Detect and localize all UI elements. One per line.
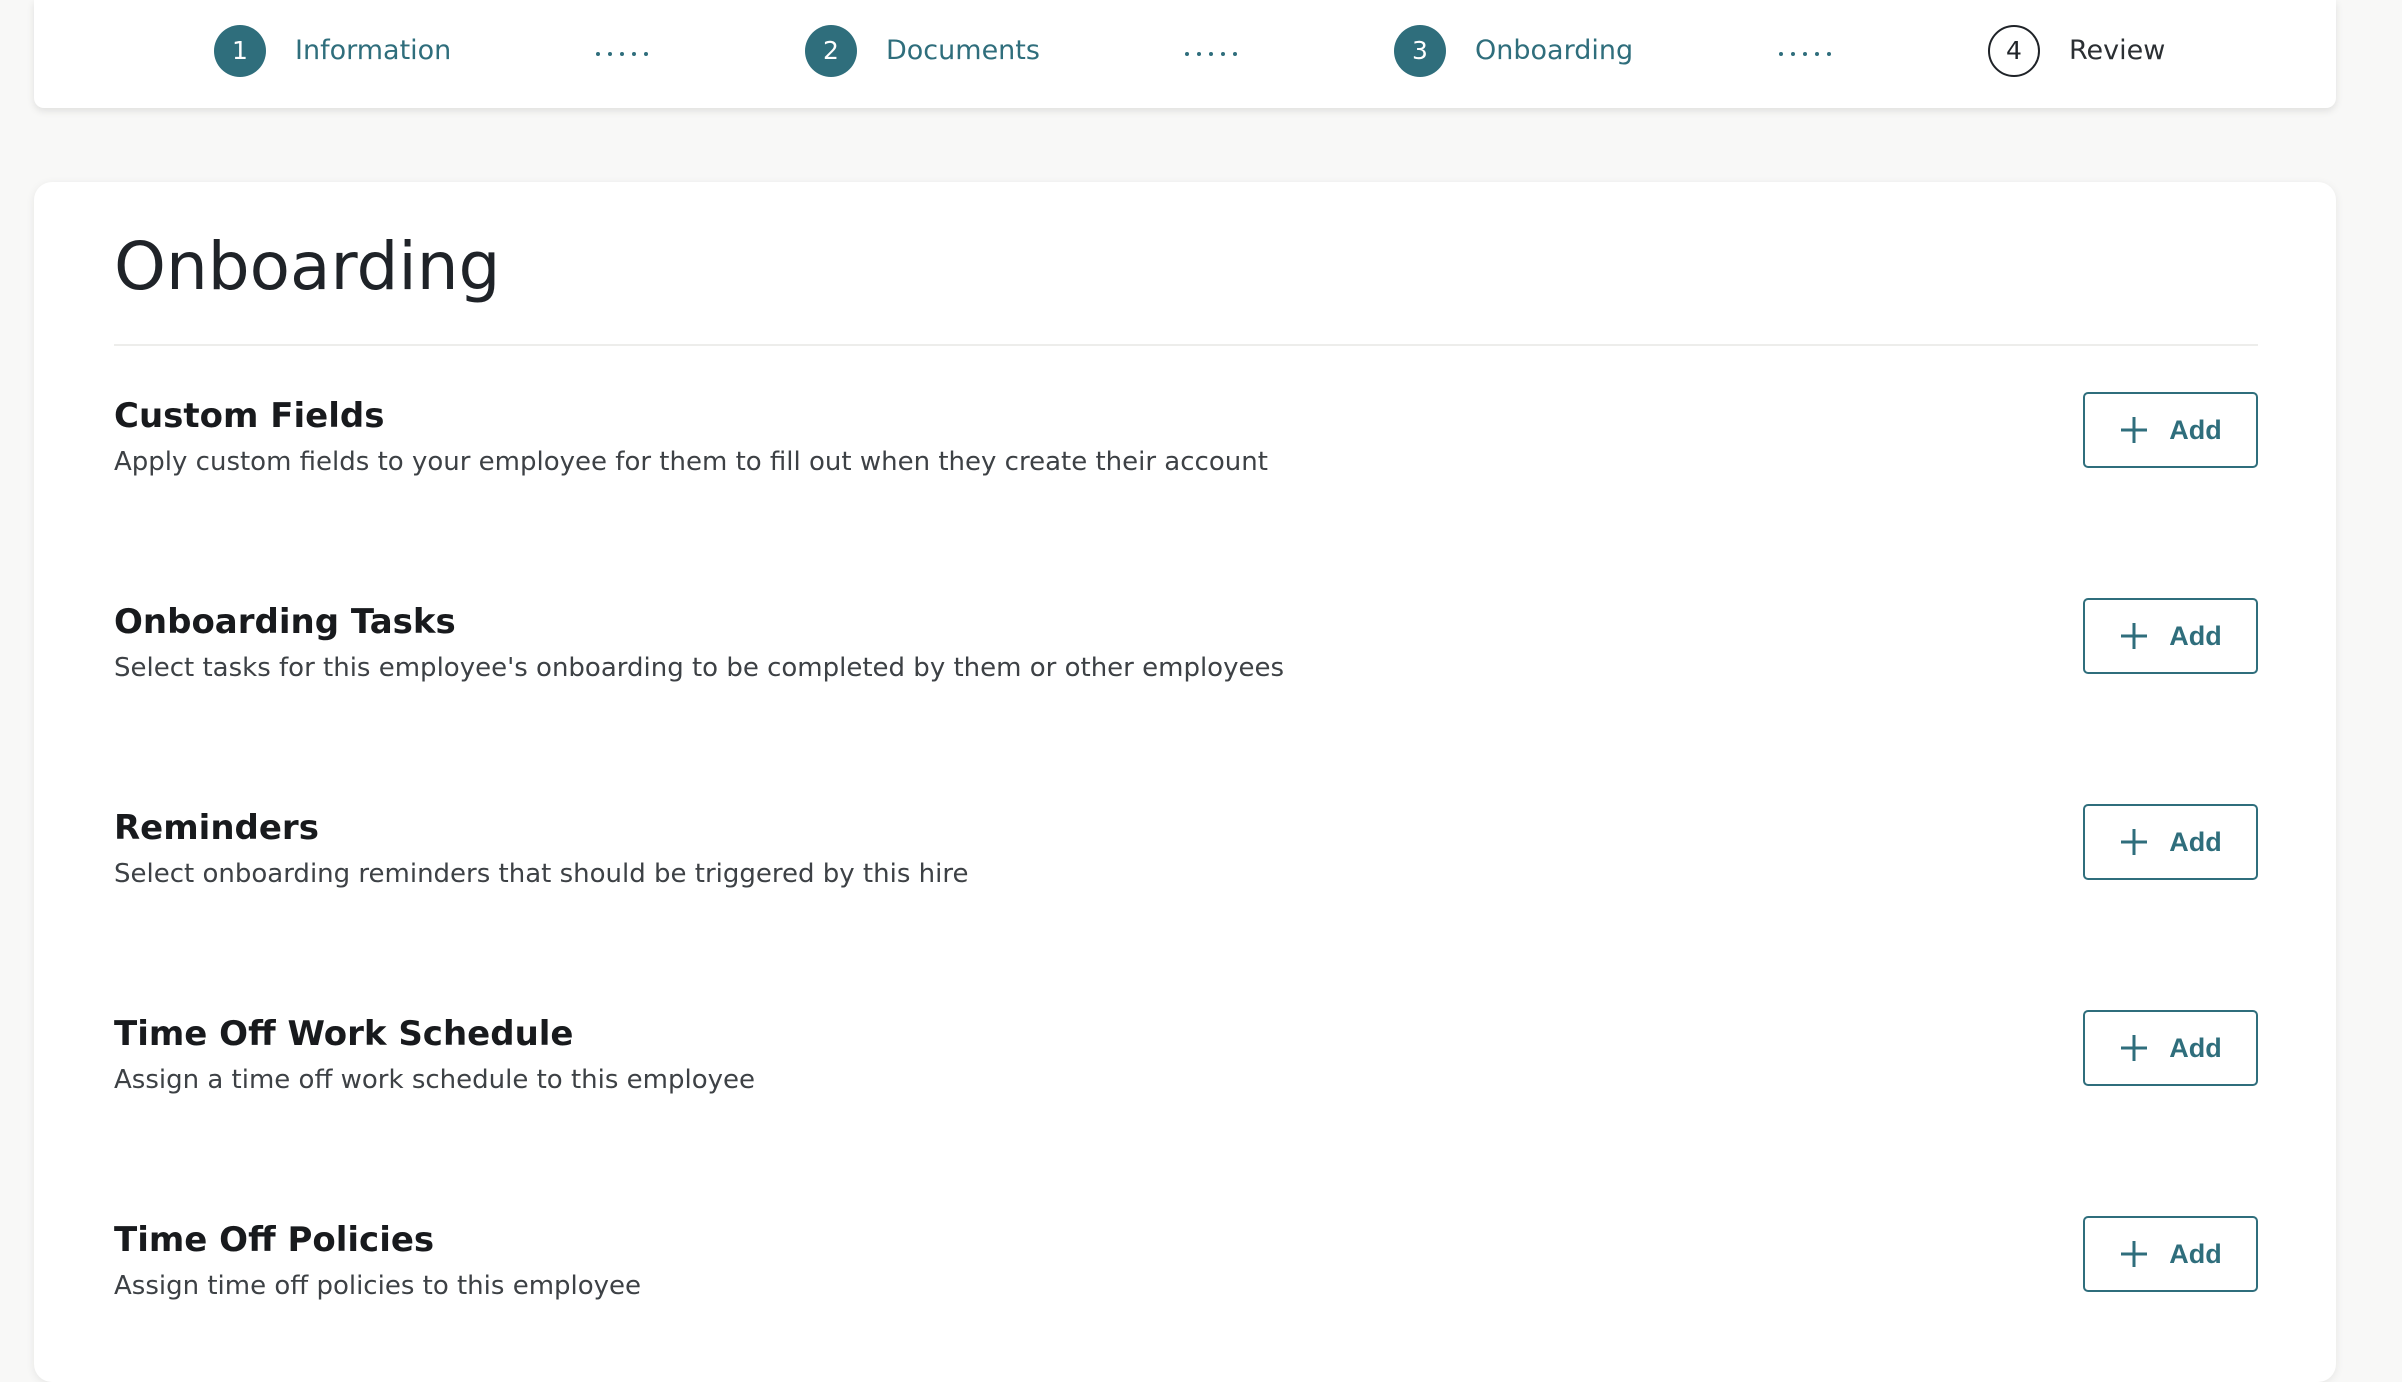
step-label-information: Information	[295, 35, 452, 66]
add-custom-fields-button[interactable]	[2083, 392, 2258, 468]
add-button-label: Add	[2169, 1238, 2222, 1269]
section-title: Time Off Work Schedule	[114, 1014, 574, 1054]
plus-icon	[2119, 827, 2149, 857]
section-title: Onboarding Tasks	[114, 602, 456, 642]
section-description: Select tasks for this employee's onboarding to be completed by them or other employees	[114, 653, 1284, 683]
step-documents[interactable]	[805, 23, 1040, 78]
add-button-label: Add	[2169, 414, 2222, 445]
page-title: Onboarding	[114, 228, 501, 305]
time-off-policies-section	[114, 1218, 2258, 1328]
section-title: Reminders	[114, 808, 319, 848]
onboarding-card	[34, 182, 2336, 1382]
step-information[interactable]	[214, 23, 451, 78]
add-time-off-policies-button[interactable]	[2083, 1216, 2258, 1292]
add-button-label: Add	[2169, 826, 2222, 857]
step-label-documents: Documents	[886, 35, 1040, 66]
step-label-onboarding: Onboarding	[1475, 35, 1634, 66]
plus-icon	[2119, 621, 2149, 651]
section-description: Assign a time off work schedule to this employee	[114, 1065, 756, 1095]
step-onboarding[interactable]	[1394, 23, 1633, 78]
title-divider	[114, 344, 2258, 346]
add-reminders-button[interactable]	[2083, 804, 2258, 880]
section-title: Time Off Policies	[114, 1220, 435, 1260]
add-onboarding-tasks-button[interactable]	[2083, 598, 2258, 674]
step-connector	[1185, 51, 1237, 57]
step-connector	[596, 51, 648, 57]
step-number-1: 1	[214, 25, 266, 77]
onboarding-tasks-section	[114, 600, 2258, 710]
step-number-3: 3	[1394, 25, 1446, 77]
onboarding-stepper	[34, 0, 2336, 108]
step-number-4: 4	[1988, 25, 2040, 77]
plus-icon	[2119, 1239, 2149, 1269]
reminders-section	[114, 806, 2258, 916]
plus-icon	[2119, 415, 2149, 445]
section-description: Apply custom fields to your employee for them to fill out when they create their account	[114, 447, 1268, 477]
add-button-label: Add	[2169, 1032, 2222, 1063]
custom-fields-section	[114, 394, 2258, 504]
plus-icon	[2119, 1033, 2149, 1063]
time-off-work-schedule-section	[114, 1012, 2258, 1122]
step-label-review: Review	[2069, 35, 2166, 66]
step-connector	[1779, 51, 1831, 57]
step-number-2: 2	[805, 25, 857, 77]
add-button-label: Add	[2169, 620, 2222, 651]
step-review[interactable]	[1988, 23, 2165, 78]
section-description: Select onboarding reminders that should be triggered by this hire	[114, 859, 969, 889]
section-description: Assign time off policies to this employee	[114, 1271, 642, 1301]
section-title: Custom Fields	[114, 396, 385, 436]
add-time-off-work-schedule-button[interactable]	[2083, 1010, 2258, 1086]
